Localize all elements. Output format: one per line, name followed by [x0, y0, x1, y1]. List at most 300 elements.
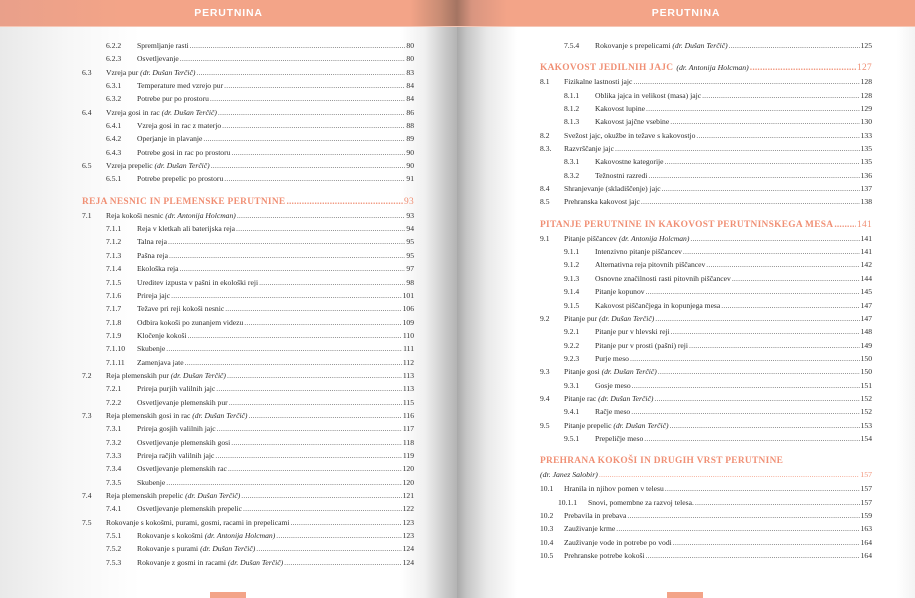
page-number: 90 [406, 147, 414, 157]
toc-entry[interactable] [82, 52, 414, 65]
section-title [137, 329, 187, 342]
section-number: 10.1.1 [558, 497, 577, 507]
toc-entry[interactable] [82, 369, 414, 382]
section-title [137, 52, 179, 65]
section-title [595, 325, 670, 338]
section-title [564, 509, 626, 522]
toc-entry[interactable] [82, 92, 414, 105]
section-title-text: Shranjevanje (skladiščenje) jajc [564, 184, 661, 194]
page-number: 98 [406, 277, 414, 287]
toc-entry[interactable] [82, 132, 414, 145]
toc-entry[interactable] [82, 39, 414, 52]
section-number: 6.3 [82, 67, 92, 77]
section-title-text: Reja kokoši nesnic [106, 210, 164, 220]
section-title [595, 89, 701, 102]
section-author: (dr. Antonija Holcman) [618, 233, 690, 243]
toc-entry[interactable] [82, 556, 414, 569]
toc-entry[interactable] [540, 232, 872, 245]
dot-leader [646, 549, 860, 562]
section-title [564, 365, 657, 378]
toc-entry[interactable] [540, 339, 872, 352]
section-title-text: Intenzivno pitanje piščancev [595, 247, 682, 257]
dot-leader [286, 195, 403, 209]
toc-entry[interactable] [82, 409, 414, 422]
toc-entry[interactable] [540, 509, 872, 522]
toc-entry[interactable] [540, 496, 872, 509]
page-number: 84 [406, 81, 414, 91]
page-number: 123 [402, 531, 414, 541]
dot-leader [665, 155, 860, 168]
dot-leader [670, 115, 859, 128]
section-title-text: Kakovostne kategorije [595, 157, 664, 167]
dot-leader [222, 119, 405, 132]
toc-entry[interactable] [82, 249, 414, 262]
page-number: 110 [402, 330, 414, 340]
dot-leader [203, 132, 405, 145]
page-number: 133 [860, 130, 872, 140]
page-number: 130 [860, 117, 872, 127]
section-title [137, 172, 223, 185]
section-number: 7.1.1 [106, 224, 122, 234]
section-title-text: Prehranska kakovost jajc [564, 197, 640, 207]
section-title [595, 352, 629, 365]
toc-entry[interactable] [82, 119, 414, 132]
section-number: 7.1.2 [106, 237, 122, 247]
dot-leader [670, 419, 860, 432]
section-title-text: Pitanje pur [564, 313, 598, 323]
toc-entry[interactable] [82, 209, 414, 222]
toc-entry[interactable] [540, 379, 872, 392]
section-title-text: Alternativna reja pitovnih piščancev [595, 260, 706, 270]
section-author: (dr. Dušan Terčič) [140, 67, 196, 77]
toc-entry[interactable] [540, 299, 872, 312]
section-title [106, 516, 289, 529]
toc-entry[interactable] [82, 66, 414, 79]
dot-leader [225, 302, 401, 315]
toc-entry[interactable] [82, 476, 414, 489]
dot-leader [732, 272, 860, 285]
section-title [564, 419, 669, 432]
dot-leader [633, 75, 859, 88]
section-title-text: Pitanje pur v prosti (pašni) reji [595, 340, 689, 350]
section-title-text: Ekološka reja [137, 264, 179, 274]
toc-entry[interactable] [82, 382, 414, 395]
toc-entry[interactable] [82, 529, 414, 542]
dot-leader [644, 432, 859, 445]
section-number: 6.4.3 [106, 147, 122, 157]
section-number: 7.1.4 [106, 264, 122, 274]
section-title [137, 79, 223, 92]
page-number: 152 [860, 393, 872, 403]
toc-entry[interactable] [540, 129, 872, 142]
dot-leader [180, 262, 406, 275]
section-title-text: Rokovanje s purami [137, 544, 199, 554]
section-number: 7.3.4 [106, 464, 122, 474]
dot-leader [241, 489, 401, 502]
section-title-text: Vzreja pur [106, 67, 139, 77]
dot-leader [216, 382, 402, 395]
section-number: 7.3.3 [106, 450, 122, 460]
section-title [595, 272, 731, 285]
page-number: 124 [402, 544, 414, 554]
dot-leader [229, 396, 402, 409]
page-number: 150 [860, 353, 872, 363]
toc-entry[interactable] [82, 222, 414, 235]
dot-leader [228, 462, 402, 475]
section-author: (dr. Dušan Terčič) [200, 544, 256, 554]
toc-entry[interactable] [540, 182, 872, 195]
section-author: (dr. Antonija Holcman) [165, 210, 236, 220]
toc-chapter-7[interactable] [82, 195, 414, 209]
toc-entry[interactable] [82, 422, 414, 435]
page-number: 117 [402, 424, 414, 434]
section-title [595, 39, 728, 52]
section-author: (dr. Dušan Terčič) [598, 393, 654, 403]
toc-entry[interactable] [540, 365, 872, 378]
section-title-text: Reja plemenskih pur [106, 370, 169, 380]
dot-leader [658, 365, 860, 378]
section-title [137, 342, 165, 355]
toc-entry[interactable] [82, 159, 414, 172]
dot-leader [185, 356, 402, 369]
dot-leader [248, 409, 401, 422]
toc-entry[interactable] [82, 316, 414, 329]
left-page [0, 0, 457, 598]
toc-entry[interactable] [540, 89, 872, 102]
section-title [137, 92, 209, 105]
section-number: 7.1 [82, 210, 92, 220]
section-number: 10.3 [540, 524, 554, 534]
dot-leader [671, 325, 860, 338]
section-number: 6.5.1 [106, 174, 122, 184]
page-number: 93 [406, 210, 414, 220]
dot-leader [180, 52, 406, 65]
page-number: 89 [406, 134, 414, 144]
chapter-page: 157 [860, 470, 872, 480]
section-title [137, 502, 242, 515]
section-title [564, 522, 615, 535]
toc-entry[interactable] [540, 536, 872, 549]
dot-leader [750, 61, 856, 75]
section-number: 6.3.1 [106, 81, 122, 91]
page-number: 116 [402, 410, 414, 420]
section-title [106, 409, 247, 422]
toc-entry[interactable] [82, 289, 414, 302]
toc-entry[interactable] [540, 482, 872, 495]
section-number: 10.1 [540, 484, 554, 494]
toc-entry[interactable] [540, 522, 872, 535]
page-number: 83 [406, 67, 414, 77]
dot-leader [217, 422, 402, 435]
toc-entry[interactable] [82, 172, 414, 185]
section-number: 8.4 [540, 184, 550, 194]
page-number: 120 [402, 464, 414, 474]
section-title [595, 285, 645, 298]
section-title [137, 436, 230, 449]
dot-leader [706, 258, 859, 271]
page-number: 128 [860, 77, 872, 87]
section-title [137, 542, 255, 555]
section-number: 9.5 [540, 420, 550, 430]
toc-entry[interactable] [82, 489, 414, 502]
page-number: 149 [860, 340, 872, 350]
page-number: 113 [402, 384, 414, 394]
toc-entry[interactable] [82, 449, 414, 462]
toc-entry[interactable] [82, 329, 414, 342]
toc-entry[interactable] [540, 285, 872, 298]
page-number: 90 [406, 161, 414, 171]
page-number: 95 [406, 237, 414, 247]
section-title [564, 182, 661, 195]
section-title-text: Vzreja gosi in rac [106, 107, 160, 117]
section-title-text: Pitanje gosi [564, 367, 600, 377]
dot-leader [834, 218, 856, 232]
toc-entry[interactable] [82, 302, 414, 315]
section-number: 8.5 [540, 197, 550, 207]
toc-entry[interactable] [82, 146, 414, 159]
toc-entry[interactable] [82, 342, 414, 355]
dot-leader [237, 209, 406, 222]
page-number: 86 [406, 107, 414, 117]
section-title-text: Prireja račjih valilnih jajc [137, 450, 215, 460]
chapter-page: 93 [404, 196, 414, 207]
section-title [137, 449, 214, 462]
section-title [595, 339, 688, 352]
section-title-text: Osvetljevanje plemenskih prepelic [137, 504, 243, 514]
toc-chapter-9[interactable] [540, 218, 872, 232]
toc-entry[interactable] [540, 245, 872, 258]
section-title [137, 222, 235, 235]
section-title-text: Vzreja gosi in rac z materjo [137, 121, 222, 131]
toc-entry[interactable] [540, 39, 872, 52]
section-number: 6.4.1 [106, 121, 122, 131]
toc-entry[interactable] [82, 79, 414, 92]
toc-entry[interactable] [540, 258, 872, 271]
dot-leader [646, 285, 860, 298]
toc-entry[interactable] [540, 142, 872, 155]
section-number: 6.2.2 [106, 41, 122, 50]
dot-leader [665, 482, 860, 495]
dot-leader [702, 89, 860, 102]
dot-leader [662, 182, 860, 195]
toc-entry[interactable] [82, 235, 414, 248]
toc-entry[interactable] [82, 516, 414, 529]
section-title-text: Osvetljevanje [137, 54, 179, 64]
section-title [137, 316, 243, 329]
section-title [564, 482, 664, 495]
dot-leader [276, 529, 401, 542]
section-title-text: Pitanje prepelic [564, 420, 612, 430]
page-number: 164 [860, 551, 872, 560]
dot-leader [243, 502, 402, 515]
section-number: 6.5 [82, 161, 92, 171]
section-author: (dr. Dušan Terčič) [599, 313, 655, 323]
section-title-text: Potrebe prepelic po prostoru [137, 174, 224, 184]
section-number: 9.4.1 [564, 407, 580, 417]
dot-leader [721, 299, 859, 312]
section-title [595, 432, 643, 445]
section-title [595, 155, 664, 168]
section-number: 9.3.1 [564, 380, 580, 390]
section-number: 7.5.3 [106, 557, 122, 567]
section-author: (dr. Dušan Terčič) [170, 370, 226, 380]
page-number-tab-right [667, 592, 703, 598]
section-number: 9.1.2 [564, 260, 580, 270]
section-title-text: Prireja purjih valilnih jajc [137, 384, 216, 394]
toc-entry[interactable] [82, 502, 414, 515]
page-number: 153 [860, 420, 872, 430]
section-number: 9.1.3 [564, 273, 580, 283]
toc-entry[interactable] [82, 396, 414, 409]
toc-entry[interactable] [82, 276, 414, 289]
toc-entry[interactable] [540, 325, 872, 338]
page-number: 115 [402, 397, 414, 407]
page-number: 91 [406, 174, 414, 184]
section-title-text: Snovi, pomembne za razvoj telesa. [588, 497, 694, 507]
page-number: 101 [402, 290, 414, 300]
section-number: 7.3.1 [106, 424, 122, 434]
section-title [137, 529, 275, 542]
dot-leader [224, 172, 405, 185]
section-number: 8.1 [540, 77, 550, 87]
toc-entry[interactable] [540, 405, 872, 418]
section-title-text: Operjanje in plavanje [137, 134, 203, 144]
section-number: 7.5.1 [106, 531, 122, 541]
dot-leader [654, 392, 859, 405]
page-number: 80 [406, 41, 414, 50]
toc-entry[interactable] [82, 262, 414, 275]
toc-left [82, 39, 414, 569]
section-title-text: Račje meso [595, 407, 631, 417]
section-title-text: Fizikalne lastnosti jajc [564, 77, 633, 87]
dot-leader [224, 79, 405, 92]
section-title [564, 142, 614, 155]
section-title [595, 169, 647, 182]
section-number: 10.4 [540, 537, 554, 547]
toc-entry[interactable] [540, 392, 872, 405]
dot-leader [169, 249, 405, 262]
section-title [564, 195, 640, 208]
page-number: 119 [402, 450, 414, 460]
page-number: 135 [860, 157, 872, 167]
section-title [588, 496, 694, 509]
section-title-text: Vzreja prepelic [106, 161, 153, 171]
dot-leader [218, 106, 406, 119]
section-number: 7.1.8 [106, 317, 122, 327]
toc-entry[interactable] [540, 432, 872, 445]
page-number: 128 [860, 90, 872, 100]
dot-leader [168, 235, 405, 248]
section-title-text: Prehranske potrebe kokoši [564, 551, 645, 560]
toc-entry[interactable] [540, 272, 872, 285]
section-number: 7.1.9 [106, 330, 122, 340]
section-author: (dr. Antonija Holcman) [204, 531, 276, 541]
dot-leader [290, 516, 401, 529]
section-title [137, 39, 189, 52]
dot-leader [729, 39, 860, 52]
page-number: 164 [860, 537, 872, 547]
toc-entry[interactable] [540, 549, 872, 562]
section-number: 8.2 [540, 130, 550, 140]
section-number: 9.2.1 [564, 327, 580, 337]
page-number: 106 [402, 304, 414, 314]
dot-leader [632, 379, 860, 392]
toc-entry[interactable] [82, 542, 414, 555]
section-title [595, 115, 669, 128]
page-number: 151 [860, 380, 872, 390]
chapter-author: (dr. Janez Salobir) [540, 470, 598, 480]
page-number: 142 [860, 260, 872, 270]
toc-chapter-10-title[interactable]: PREHRANA KOKOŠI IN DRUGIH VRST PERUTNINE [540, 456, 784, 467]
toc-entry[interactable] [540, 169, 872, 182]
page-number: 125 [860, 41, 872, 50]
dot-leader [284, 556, 402, 569]
section-title-text: Rokovanje z gosmi in racami [137, 557, 226, 567]
toc-chapter-10[interactable] [540, 468, 872, 482]
section-number: 6.4 [82, 107, 92, 117]
section-title [137, 289, 170, 302]
section-title-text: Purje meso [595, 353, 629, 363]
page-number: 135 [860, 144, 872, 154]
section-number: 9.1.4 [564, 287, 580, 297]
page-number: 118 [402, 437, 414, 447]
section-title-text: Razvrščanje jajc [564, 144, 614, 154]
section-title [106, 66, 195, 79]
toc-entry[interactable] [540, 75, 872, 88]
section-author: (dr. Dušan Terčič) [613, 420, 669, 430]
toc-chapter-8[interactable] [540, 61, 872, 75]
toc-entry[interactable] [540, 102, 872, 115]
page-number: 159 [860, 510, 872, 520]
dot-leader [244, 316, 401, 329]
page-number: 120 [402, 477, 414, 487]
toc-entry[interactable] [82, 462, 414, 475]
toc-entry[interactable] [540, 352, 872, 365]
section-number: 7.4.1 [106, 504, 122, 514]
section-number: 9.1.5 [564, 300, 580, 310]
header-divider [457, 26, 915, 27]
section-title [564, 129, 695, 142]
toc-entry[interactable] [540, 312, 872, 325]
section-title [137, 422, 216, 435]
section-number: 9.3 [540, 367, 550, 377]
section-author: (dr. Dušan Terčič) [185, 491, 241, 500]
page-number-tab-left [210, 592, 246, 598]
section-title-text: Temperature med vzrejo pur [137, 81, 224, 91]
dot-leader [211, 159, 406, 172]
toc-entry[interactable] [540, 155, 872, 168]
section-number: 7.2 [82, 370, 92, 380]
page-number: 152 [860, 407, 872, 417]
chapter-title: REJA NESNIC IN PLEMENSKE PERUTNINE [82, 196, 286, 207]
toc-entry[interactable] [540, 115, 872, 128]
toc-entry[interactable] [82, 436, 414, 449]
dot-leader [627, 509, 859, 522]
page-number: 121 [402, 491, 414, 500]
dot-leader [196, 66, 405, 79]
section-title-text: Težnostni razredi [595, 170, 648, 180]
page-number: 147 [860, 300, 872, 310]
section-title-text: Ureditev izpusta v pašni in ekološki reji [137, 277, 259, 287]
dot-leader [695, 496, 860, 509]
toc-entry[interactable] [540, 419, 872, 432]
section-title [137, 476, 165, 489]
section-number: 6.4.2 [106, 134, 122, 144]
toc-entry[interactable] [540, 195, 872, 208]
toc-entry[interactable] [82, 356, 414, 369]
section-title-text: Reja plemenskih gosi in rac [106, 410, 191, 420]
toc-entry[interactable] [82, 106, 414, 119]
